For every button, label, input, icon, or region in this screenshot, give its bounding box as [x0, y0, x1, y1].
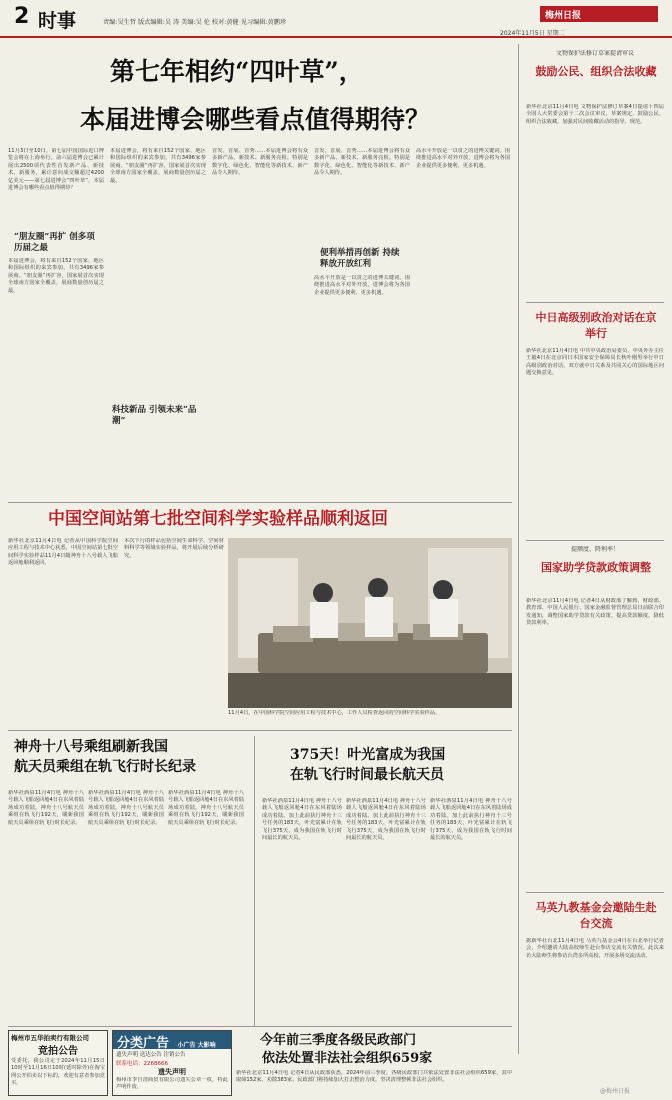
shenzhou-divider-vertical [254, 736, 255, 1026]
right-body-2: 新华社北京11月4日电 中共中央政治局委员、中央外办主任王毅4日在北京同日本国家安全保障局长秋叶刚男举行中日高级别政治对话。双方就中日关系及共同关心的国际地区问题交换意见。 [526, 348, 664, 377]
masthead [0, 0, 672, 38]
lead-subhead-1: “朋友圈”再扩 创多项历届之最 [14, 232, 95, 253]
footer-credit: @梅州日报 [600, 1088, 631, 1095]
record-body: 新华社酒泉11月4日电 神舟十八号载人飞船返回舱4日在东风着陆场成功着陆。加上此前执行神舟十三号任务的183天，叶光富累计在轨飞行375天，成为我国在轨飞行时间最长的航天员。 [262, 798, 342, 842]
shenzhou-body-col2: 新华社酒泉11月4日电 神舟十八号载人飞船返回舱4日在东风着陆场成功着陆，神舟十八号航天员乘组在轨飞行192天，刷新我国航天员乘组在轨飞行时长纪录。 [88, 790, 164, 826]
right-divider-3 [526, 892, 664, 893]
lead-body-col3: 首发、首展、首秀……本届进博会将有众多新产品、新技术、新服务亮相。特别是数字化、绿色化、智能化等新技术、新产品令人期待。 [212, 148, 308, 177]
right-title-3: 国家助学贷款政策调整 [541, 561, 651, 574]
bottom-headline-1: 今年前三季度各级民政部门 [260, 1033, 417, 1048]
lead-body-col5: 高水平开放是一以贯之的进博关键词。围绕推进高水平对外开放，进博会将为各国企业提供更多便利、更多机遇。 [416, 148, 510, 169]
shenzhou-headline-2: 航天员乘组在轨飞行时长纪录 [14, 759, 196, 775]
lead-body-col4b: 高水平开放是一以贯之的进博关键词。围绕推进高水平对外开放，进博会将为各国企业提供更多便利、更多机遇。 [314, 275, 410, 296]
lead-subhead-2: 科技新品 引领未来“品潮” [112, 405, 197, 426]
right-title-2: 中日高级别政治对话在京举行 [535, 311, 657, 340]
lead-subhead-3: 便利举措再创新 持续释放开放红利 [320, 248, 400, 269]
lead-body-col4: 首发、首展、首秀……本届进博会将有众多新产品、新技术、新服务亮相。特别是数字化、绿色化、智能化等新技术、新产品令人期待。 [314, 148, 410, 177]
space-photo-illustration [228, 538, 512, 708]
classified-row-2: 联系电话：2268666 [116, 1061, 168, 1067]
page-number: 2 [14, 4, 30, 29]
record-body-col2: 新华社酒泉11月4日电 神舟十八号载人飞船返回舱4日在东风着陆场成功着陆。加上此前执行神舟十三号任务的183天，叶光富累计在轨飞行375天，成为我国在轨飞行时间最长的航天员。 [346, 798, 426, 842]
space-body: 新华社北京11月4日电 记者从中国科学院空间应用工程与技术中心获悉，中国空间站第七批空间科学实验样品11月4日随神舟十八号载人飞船返回舱顺利返回。 [8, 538, 118, 567]
staff-credits: 责编:吴生哲 版式编辑:吴 涛 美编:吴 伦 校对:黄健 见习编辑:黄鹏珍 [103, 19, 287, 26]
classified-notice-title: 遗失声明 [158, 1067, 186, 1076]
shenzhou-divider [8, 730, 512, 731]
right-divider-1 [526, 302, 664, 303]
classified-ad [112, 1030, 232, 1096]
right-kicker-1: 文物保护法修订草案提请审议 [555, 50, 634, 57]
space-body-2: 本次下行的样品包括空间生命科学、空间材料科学等领域实验样品，将开展后续分析研究。 [124, 538, 224, 559]
classified-banner-title: 分类广告 [117, 1036, 170, 1051]
lead-body-col2: 本届进博会，将有来自152个国家、地区和国际组织的来宾参加，共有3496家参展商。“朋友圈”再扩容，国家展首次实现全球南方国家全覆盖，展商数量创历届之最。 [110, 148, 206, 184]
right-title-1: 鼓励公民、组织合法收藏 [535, 65, 657, 78]
classified-notice-body: 梅州市李自清商贸有限公司遗失公章一枚，特此声明作废。 [116, 1077, 228, 1091]
right-kicker-3: 提额度、降利率！ [570, 546, 619, 553]
record-headline-2: 在轨飞行时间最长航天员 [290, 767, 444, 783]
right-body-4: 据新华社台北11月4日电 马英九基金会4日在台北举行记者会，介绍邀请大陆高校师生赴台参访交流有关情况。此次来访大陆师生将参访台湾多所高校，开展多场交流活动。 [526, 938, 664, 959]
bottom-body: 新华社北京11月4日电 记者4日从民政部获悉，2024年前三季度，各级民政部门共依法处置非法社会组织659家，其中取缔152家、劝散383家。民政部门将持续加大打击整治力度，坚决清理整顿非法社会组织。 [236, 1070, 512, 1084]
classified-banner-sub: 小广告 大影响 [177, 1042, 216, 1049]
shenzhou-headline-1: 神舟十八号乘组刷新我国 [14, 739, 168, 755]
right-body-3: 新华社北京11月4日电 记者4日从财政部了解到，财政部、教育部、中国人民银行、国家金融监督管理总局日前联合印发通知，调整国家助学贷款有关政策。提高贷款额度，降低贷款利率。 [526, 598, 664, 627]
right-body-1: 新华社北京11月4日电 文物保护法修订草案4日提请十四届全国人大常委会第十二次会议审议。草案规定，鼓励公民、组织合法收藏，加强对民间收藏活动的指导、规范。 [526, 104, 664, 125]
bottom-divider [8, 1026, 512, 1027]
space-top-divider [8, 502, 512, 503]
auction-ad [8, 1030, 108, 1096]
shenzhou-body-col3: 新华社酒泉11月4日电 神舟十八号载人飞船返回舱4日在东风着陆场成功着陆，神舟十八号航天员乘组在轨飞行192天，刷新我国航天员乘组在轨飞行时长纪录。 [168, 790, 244, 826]
section-title: 时事 [38, 10, 77, 32]
column-divider [518, 44, 519, 1054]
classified-row-1: 遗失声明 送达公告 注销公告 [116, 1052, 186, 1058]
record-headline-1: 375天！叶光富成为我国 [290, 747, 446, 763]
space-photo [228, 538, 512, 708]
newspaper-logo: 梅州日报 [540, 6, 658, 22]
shenzhou-body: 新华社酒泉11月4日电 神舟十八号载人飞船返回舱4日在东风着陆场成功着陆，神舟十八号航天员乘组在轨飞行192天，刷新我国航天员乘组在轨飞行时长纪录。 [8, 790, 84, 826]
lead-body: 11月3日至10日，第七届中国国际进口博览会将在上海举行。前六届进博会已累计展出2500项代表性首发新产品、新技术、新服务，累计意向成交额超过4200亿美元——第七届进博会“四叶草”，本届进博会有哪些看点值得期待？ [8, 148, 104, 192]
lead-headline-line2: 本届进博会哪些看点值得期待？ [80, 105, 431, 134]
auction-body: 受委托，我公司定于2024年11月15日10时至11月16日10时(延时除外)在淘宝网公开拍卖以下标的，欢迎有意者参加竞买。 [11, 1058, 105, 1087]
auction-company: 梅州市五华拍卖行有限公司 [11, 1034, 89, 1042]
space-headline: 中国空间站第七批空间科学实验样品顺利返回 [48, 509, 388, 529]
lead-headline-line1: 第七年相约“四叶草”， [110, 57, 364, 86]
classified-banner [113, 1031, 231, 1049]
right-title-4: 马英九教基金会邀陆生赴台交流 [535, 901, 657, 930]
right-divider-2 [526, 540, 664, 541]
lead-body-2: 本届进博会，将有来自152个国家、地区和国际组织的来宾参加，共有3496家参展商。“朋友圈”再扩容，国家展首次实现全球南方国家全覆盖，展商数量创历届之最。 [8, 258, 104, 294]
bottom-headline-2: 依法处置非法社会组织659家 [262, 1051, 433, 1066]
space-photo-caption: 11月4日，在中国科学院空间应用工程与技术中心，工作人员检查返回的空间科学实验样品。 [228, 710, 441, 716]
issue-date: 2024年11月5日 星期二 [500, 30, 565, 37]
record-body-col3: 新华社酒泉11月4日电 神舟十八号载人飞船返回舱4日在东风着陆场成功着陆。加上此前执行神舟十三号任务的183天，叶光富累计在轨飞行375天，成为我国在轨飞行时间最长的航天员。 [430, 798, 512, 842]
auction-title: 竞拍公告 [38, 1046, 78, 1057]
